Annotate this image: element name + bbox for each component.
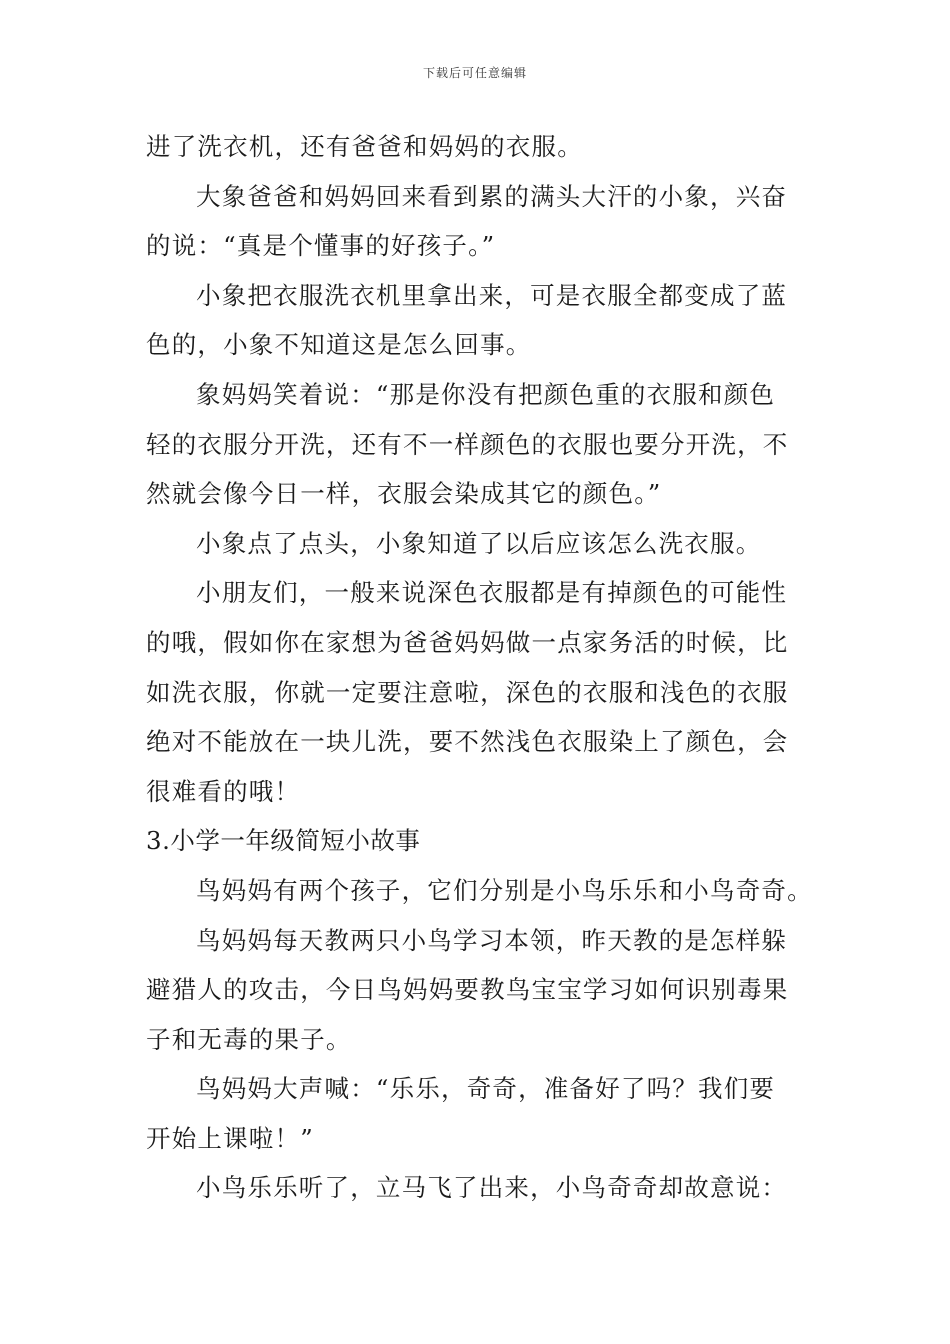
text-line: 大象爸爸和妈妈回来看到累的满头大汗的小象，兴奋 — [196, 181, 788, 211]
text-line: 然就会像今日一样，衣服会染成其它的颜色。” — [146, 479, 662, 509]
text-line: 小象点了点头，小象知道了以后应该怎么洗衣服。 — [196, 528, 762, 558]
text-line: 鸟妈妈每天教两只小鸟学习本领，昨天教的是怎样躲 — [196, 925, 788, 955]
text-line: 色的，小象不知道这是怎么回事。 — [146, 330, 532, 360]
text-line: 进了洗衣机，还有爸爸和妈妈的衣服。 — [146, 132, 583, 161]
page-header: 下载后可任意编辑 — [422, 66, 527, 80]
text-line: 的哦，假如你在家想为爸爸妈妈做一点家务活的时候，比 — [146, 627, 789, 657]
text-line: 如洗衣服，你就一定要注意啦，深色的衣服和浅色的衣服 — [146, 677, 789, 707]
text-line: 很难看的哦！ — [146, 776, 301, 806]
text-line: 的说：“真是个懂事的好孩子。” — [146, 231, 496, 261]
text-line: 开始上课啦！” — [146, 1123, 314, 1153]
section-heading: 3.小学一年级简短小故事 — [146, 826, 421, 856]
text-line: 鸟妈妈有两个孩子，它们分别是小鸟乐乐和小鸟奇奇。 — [196, 875, 813, 905]
text-line: 鸟妈妈大声喊：“乐乐，奇奇，准备好了吗？我们要 — [196, 1074, 776, 1104]
text-line: 绝对不能放在一块儿洗，要不然浅色衣服染上了颜色，会 — [146, 727, 789, 757]
text-line: 小朋友们，一般来说深色衣服都是有掉颜色的可能性 — [196, 578, 788, 608]
text-line: 避猎人的攻击，今日鸟妈妈要教鸟宝宝学习如何识别毒果 — [146, 975, 789, 1005]
text-line: 小象把衣服洗衣机里拿出来，可是衣服全都变成了蓝 — [196, 280, 788, 310]
text-line: 象妈妈笑着说：“那是你没有把颜色重的衣服和颜色 — [196, 379, 776, 409]
text-line: 轻的衣服分开洗，还有不一样颜色的衣服也要分开洗，不 — [146, 429, 789, 459]
text-line: 子和无毒的果子。 — [146, 1024, 352, 1054]
document-body — [146, 122, 813, 1213]
text-line: 小鸟乐乐听了，立马飞了出来，小鸟奇奇却故意说： — [196, 1173, 788, 1203]
